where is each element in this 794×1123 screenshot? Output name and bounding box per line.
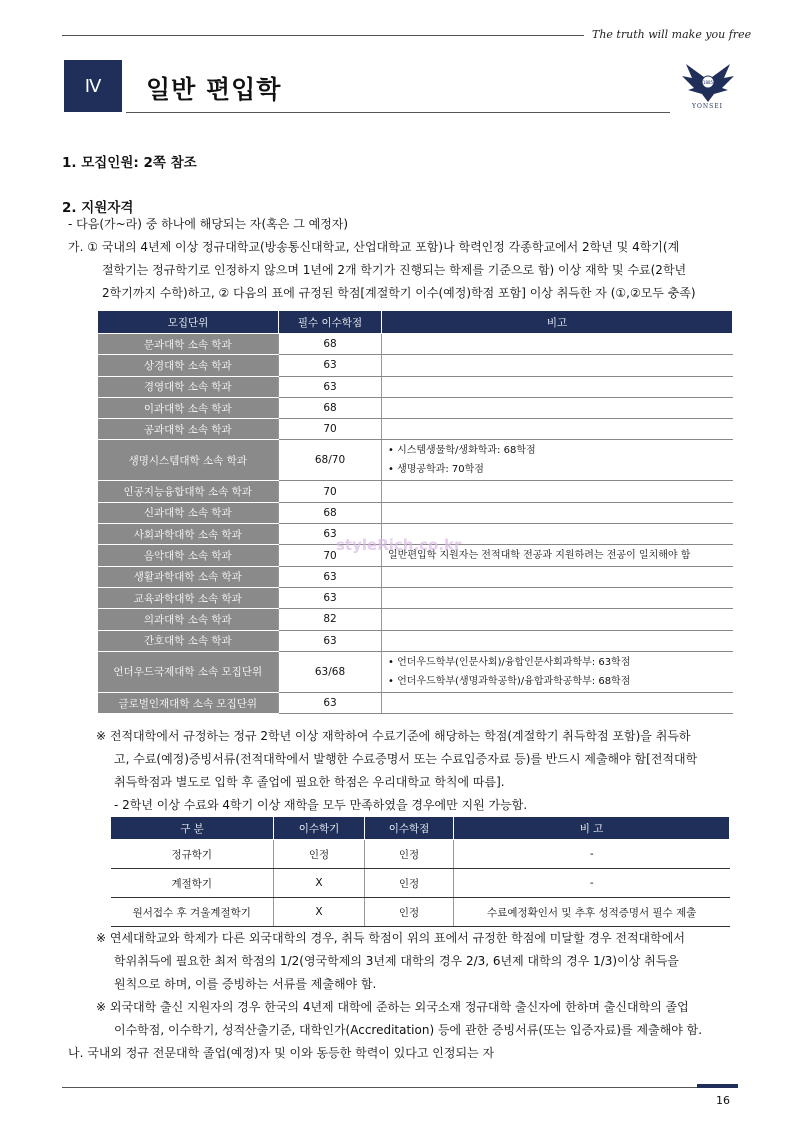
unit-cell: 이과대학 소속 학과: [98, 397, 279, 418]
title-underline: [126, 112, 670, 113]
note-cell: [382, 355, 733, 376]
table-row: [98, 419, 733, 440]
semester-table: [110, 816, 730, 927]
header-motto: The truth will make you free: [592, 28, 752, 41]
unit-cell: 경영대학 소속 학과: [98, 376, 279, 397]
eligibility-intro: - 다음(가~라) 중 하나에 해당되는 자(혹은 그 예정자): [68, 217, 349, 231]
chapter-badge: Ⅳ: [64, 60, 122, 112]
credits-cell: 63: [279, 376, 382, 397]
credits-header-notes: 비고: [382, 311, 733, 334]
unit-cell: 사회과학대학 소속 학과: [98, 524, 279, 545]
credits-cell: 82: [279, 609, 382, 630]
unit-cell: 신과대학 소속 학과: [98, 502, 279, 523]
table-row: [98, 502, 733, 523]
unit-cell: 간호대학 소속 학과: [98, 630, 279, 651]
cell: 인정: [365, 869, 454, 898]
credits-cell: 63: [279, 587, 382, 608]
cell: 수료예정확인서 및 추후 성적증명서 필수 제출: [454, 898, 730, 927]
clause-ga-1: 가. ① 국내의 4년제 이상 정규대학교(방송통신대학교, 산업대학교 포함)나 학력인정 각종학교에서 2학년 및 4학기(계: [68, 240, 680, 254]
unit-cell: 생활과학대학 소속 학과: [98, 566, 279, 587]
unit-cell: 문과대학 소속 학과: [98, 334, 279, 355]
cell: 계절학기: [111, 869, 274, 898]
table-row: [111, 898, 730, 927]
credits-cell: 63: [279, 692, 382, 713]
unit-cell: 언더우드국제대학 소속 모집단위: [98, 651, 279, 692]
cell: -: [454, 840, 730, 869]
table-row: [98, 609, 733, 630]
unit-cell: 상경대학 소속 학과: [98, 355, 279, 376]
clause-ga-2: 절학기는 정규학기로 인정하지 않으며 1년에 2개 학기가 진행되는 학제를 기준으로 함) 이상 재학 및 수료(2학년: [102, 263, 687, 277]
cell: -: [454, 869, 730, 898]
cell: 인정: [274, 840, 365, 869]
credits-cell: 70: [279, 481, 382, 502]
note2-line3: 원칙으로 하며, 이를 증빙하는 서류를 제출해야 함.: [114, 977, 377, 991]
table-row: [98, 355, 733, 376]
footer-mark: [697, 1084, 738, 1088]
table-row: [98, 481, 733, 502]
table-row: [98, 651, 733, 692]
unit-cell: 글로벌인재대학 소속 모집단위: [98, 692, 279, 713]
unit-cell: 생명시스템대학 소속 학과: [98, 440, 279, 481]
credits-cell: 68: [279, 397, 382, 418]
note-cell: [382, 481, 733, 502]
semester-header-type: 구 분: [111, 817, 274, 840]
credits-cell: 63: [279, 355, 382, 376]
note1-line2: 고, 수료(예정)증빙서류(전적대학에서 발행한 수료증명서 또는 수료입증자료 등)를 반드시 제출해야 함[전적대학: [114, 752, 698, 766]
credits-cell: 63: [279, 524, 382, 545]
note1-line1: ※ 전적대학에서 규정하는 정규 2학년 이상 재학하여 수료기준에 해당하는 학점(계절학기 취득학점 포함)을 취득하: [96, 729, 691, 743]
note-cell: [382, 419, 733, 440]
credits-cell: 68: [279, 502, 382, 523]
semester-header-credit: 이수학점: [365, 817, 454, 840]
page-number: 16: [716, 1094, 730, 1107]
note-line: • 생명공학과: 70학점: [388, 464, 484, 476]
note2-line1: ※ 연세대학교와 학제가 다른 외국대학의 경우, 취득 학점이 위의 표에서 규정한 학점에 미달할 경우 전적대학에서: [96, 931, 685, 945]
note-cell: [382, 440, 733, 481]
note3-line2: 이수학점, 이수학기, 성적산출기준, 대학인가(Accreditation) 등에 관한 증빙서류(또는 입증자료)를 제출해야 함.: [114, 1023, 703, 1037]
credits-cell: 68/70: [279, 440, 382, 481]
header-rule: [62, 35, 584, 36]
note-line: • 언더우드학부(인문사회)/융합인문사회과학부: 63학점: [388, 656, 631, 668]
credits-cell: 63: [279, 566, 382, 587]
clause-na: 나. 국내외 정규 전문대학 졸업(예정)자 및 이와 동등한 학력이 있다고 인정되는 자: [68, 1046, 495, 1060]
table-row: [98, 692, 733, 713]
table-row: [98, 440, 733, 481]
svg-text:1885: 1885: [702, 80, 714, 85]
credits-cell: 70: [279, 419, 382, 440]
note3-line1: ※ 외국대학 출신 지원자의 경우 한국의 4년제 대학에 준하는 외국소재 정규대학 출신자에 한하며 출신대학의 졸업: [96, 1000, 689, 1014]
credits-cell: 70: [279, 545, 382, 566]
section-eligibility: 2. 지원자격: [62, 200, 134, 216]
note-cell: [382, 566, 733, 587]
table-row: [111, 869, 730, 898]
unit-cell: 의과대학 소속 학과: [98, 609, 279, 630]
cell: 인정: [365, 840, 454, 869]
table-row: [98, 334, 733, 355]
watermark: styleRich.co.kr: [336, 536, 462, 554]
table-row: [98, 376, 733, 397]
note1-line3: 취득학점과 별도로 입학 후 졸업에 필요한 학점은 우리대학교 학칙에 따름].: [114, 775, 505, 789]
note-cell: [382, 502, 733, 523]
note-cell: [382, 587, 733, 608]
logo-text: YONSEI: [692, 103, 723, 110]
page-title: 일반 편입학: [146, 75, 282, 104]
cell: 원서접수 후 겨울계절학기: [111, 898, 274, 927]
note-cell: [382, 334, 733, 355]
credits-header-unit: 모집단위: [98, 311, 279, 334]
credits-cell: 63: [279, 630, 382, 651]
unit-cell: 교육과학대학 소속 학과: [98, 587, 279, 608]
table-row: [98, 566, 733, 587]
note-cell: [382, 692, 733, 713]
unit-cell: 인공지능융합대학 소속 학과: [98, 481, 279, 502]
note1-line4: - 2학년 이상 수료와 4학기 이상 재학을 모두 만족하였을 경우에만 지원 가능함.: [114, 798, 528, 812]
table-row: [98, 397, 733, 418]
cell: X: [274, 869, 365, 898]
cell: 인정: [365, 898, 454, 927]
note-line: • 언더우드학부(생명과학공학)/융합과학공학부: 68학점: [388, 675, 631, 687]
note-cell: [382, 376, 733, 397]
semester-header-term: 이수학기: [274, 817, 365, 840]
footer-rule: [62, 1087, 738, 1088]
clause-ga-3: 2학기까지 수학)하고, ② 다음의 표에 규정된 학점[계절학기 이수(예정)학점 포함] 이상 취득한 자 (①,②모두 충족): [102, 286, 696, 300]
table-row: [111, 840, 730, 869]
cell: X: [274, 898, 365, 927]
note-cell: [382, 651, 733, 692]
note-line: • 시스템생물학/생화학과: 68학점: [388, 445, 536, 457]
unit-cell: 음악대학 소속 학과: [98, 545, 279, 566]
note-cell: [382, 397, 733, 418]
credits-table: [97, 310, 733, 714]
credits-cell: 68: [279, 334, 382, 355]
note-line: 일반편입학 지원자는 전적대학 전공과 지원하려는 전공이 일치해야 함: [388, 550, 691, 562]
semester-header-note: 비 고: [454, 817, 730, 840]
cell: 정규학기: [111, 840, 274, 869]
section-recruit: 1. 모집인원: 2쪽 참조: [62, 155, 197, 171]
table-row: [98, 587, 733, 608]
credits-cell: 63/68: [279, 651, 382, 692]
table-row: [98, 630, 733, 651]
note-cell: [382, 630, 733, 651]
note-cell: [382, 609, 733, 630]
credits-header-credits: 필수 이수학점: [279, 311, 382, 334]
unit-cell: 공과대학 소속 학과: [98, 419, 279, 440]
note2-line2: 학위취득에 필요한 최저 학점의 1/2(영국학제의 3년제 대학의 경우 2/3, 6년제 대학의 경우 1/3)이상 취득을: [114, 954, 679, 968]
